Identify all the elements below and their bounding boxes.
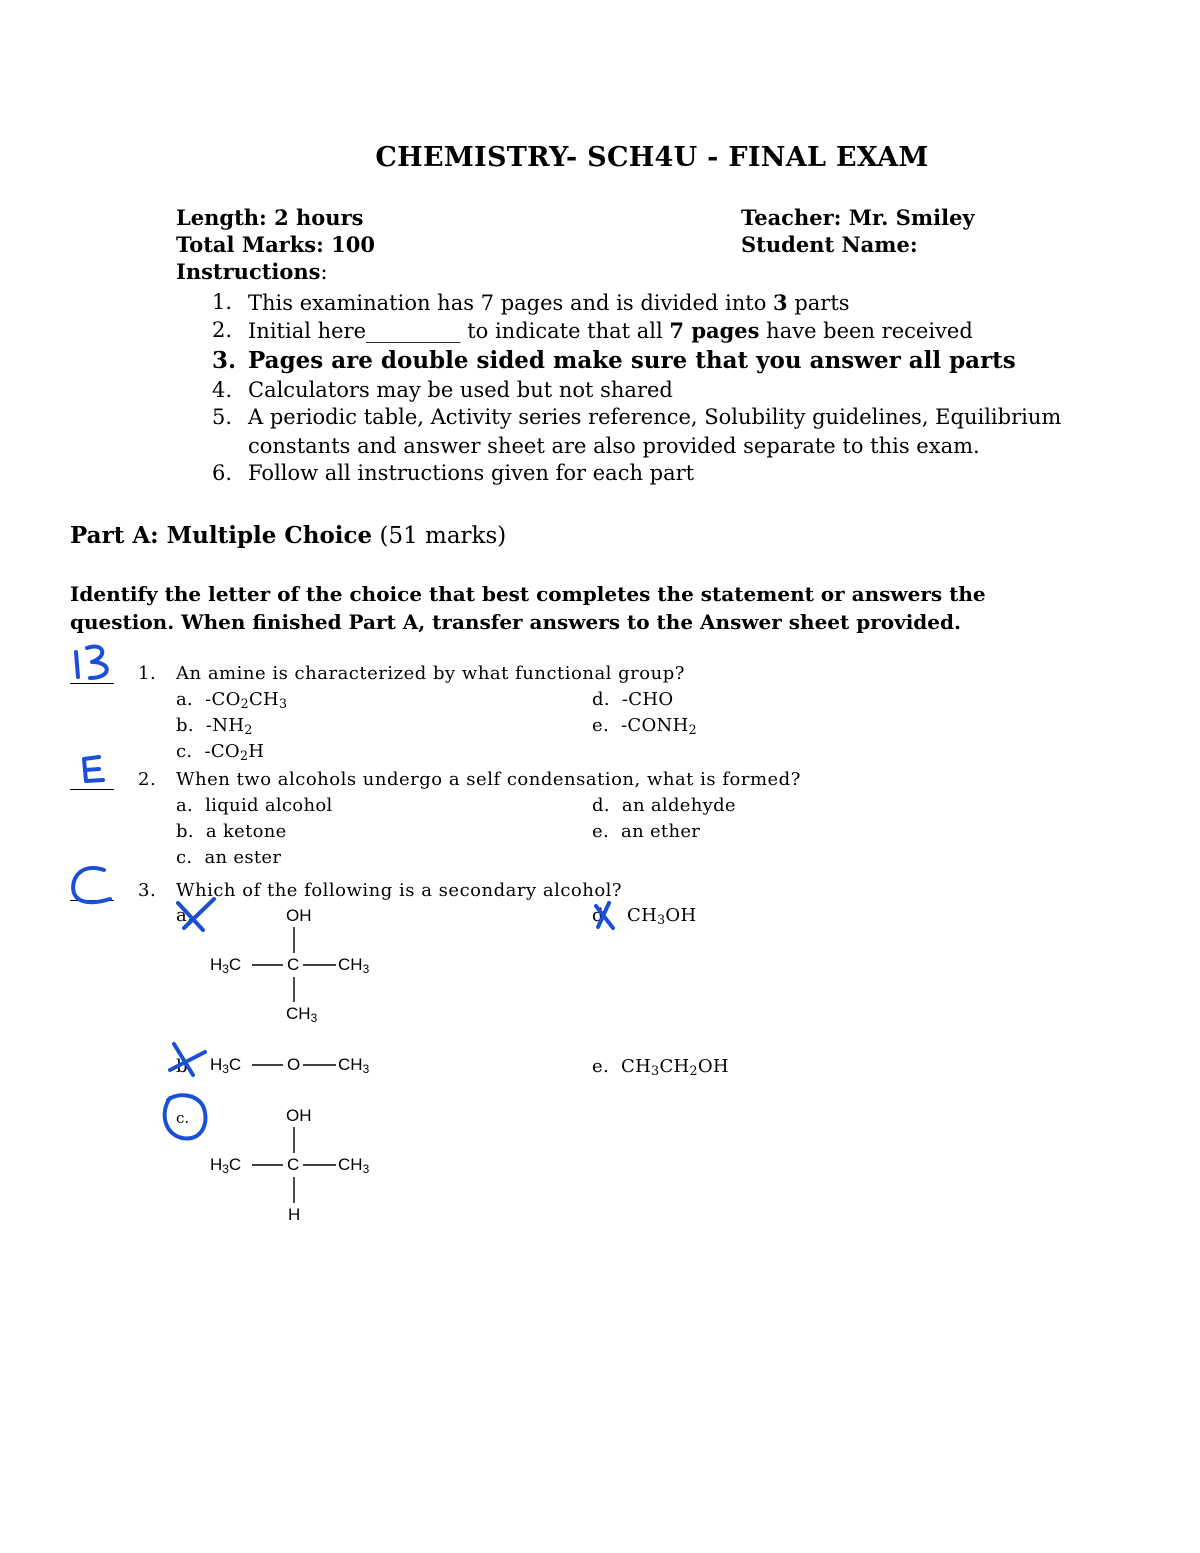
q3b-ch3-right: $CH_3$: [338, 1055, 370, 1076]
q3b-h3c: $H_3C$: [210, 1055, 242, 1076]
q3c-center-c: C: [287, 1155, 300, 1174]
q2-handwritten-e: [84, 757, 103, 781]
exam-length: Length: 2 hours: [176, 205, 364, 230]
q3-option-d-formula: $CH_3OH$: [627, 905, 697, 928]
q3c-oh: OH: [286, 1106, 312, 1125]
q3a-ch3-right: $CH_3$: [338, 955, 370, 976]
instruction-1: 1. This examination has 7 pages and is divided into 3 parts: [212, 290, 850, 315]
q2-option-b[interactable]: b. a ketone: [176, 821, 287, 842]
q3-option-d-letter[interactable]: d.: [592, 905, 610, 926]
exam-teacher: Teacher: Mr. Smiley: [741, 205, 975, 230]
instruction-3: 3. Pages are double sided make sure that you answer all parts: [212, 347, 1016, 374]
q3a-ch3-bottom: $CH_3$: [286, 1004, 318, 1025]
q2-option-d[interactable]: d. an aldehyde: [592, 795, 736, 816]
q3c-ch3-right: $CH_3$: [338, 1155, 370, 1176]
q3a-cross-mark: [178, 899, 214, 930]
q3-option-a-letter[interactable]: a.: [176, 905, 194, 926]
q3-option-c-letter[interactable]: c.: [176, 1109, 190, 1127]
q3b-oxygen: O: [287, 1055, 301, 1074]
q3c-h3c: $H_3C$: [210, 1155, 242, 1176]
q3-option-e[interactable]: e. $CH_3CH_2OH$: [592, 1056, 729, 1079]
part-a-instruction-line-1: Identify the letter of the choice that best completes the statement or answers the: [70, 582, 986, 606]
q1-option-b[interactable]: b. $-NH_2$: [176, 715, 253, 738]
student-name-label: Student Name:: [741, 232, 918, 257]
q2-number: 2.: [138, 769, 157, 790]
q1-number: 1.: [138, 663, 157, 684]
exam-total-marks: Total Marks: 100: [176, 232, 376, 257]
q3d-cross-mark: [596, 903, 613, 928]
instruction-6: 6. Follow all instructions given for each part: [212, 461, 695, 485]
q1-option-d[interactable]: d. -CHO: [592, 689, 674, 710]
q2-question: When two alcohols undergo a self condensation, what is formed?: [176, 769, 801, 790]
q1-handwritten-b: [76, 646, 107, 678]
q3a-center-c: C: [287, 955, 300, 974]
q3-question: Which of the following is a secondary alcohol?: [176, 880, 623, 901]
part-a-instruction-line-2: question. When finished Part A, transfer answers to the Answer sheet provided.: [70, 610, 961, 634]
q2-option-a[interactable]: a. liquid alcohol: [176, 795, 333, 816]
q1-option-a[interactable]: a. $-CO_2CH_3$: [176, 689, 288, 712]
q3-handwritten-c: [73, 868, 110, 902]
q3-number: 3.: [138, 880, 157, 901]
instruction-5: 5. A periodic table, Activity series reference, Solubility guidelines, Equilibrium constants and answer sheet are also provided separate to this exam.: [212, 405, 1062, 458]
q3c-circle-mark: [165, 1095, 206, 1138]
q2-option-e[interactable]: e. an ether: [592, 821, 701, 842]
exam-title: CHEMISTRY- SCH4U - FINAL EXAM: [375, 142, 929, 173]
q3a-oh: OH: [286, 906, 312, 925]
q1-question: An amine is characterized by what functional group?: [176, 663, 685, 684]
q1-option-e[interactable]: e. $-CONH_2$: [592, 715, 697, 738]
q3a-h3c: $H_3C$: [210, 955, 242, 976]
instruction-4: 4. Calculators may be used but not shared: [212, 378, 673, 402]
q3b-cross-mark: [170, 1044, 205, 1075]
instructions-heading: Instructions:: [176, 259, 328, 284]
q3-option-b-letter[interactable]: b.: [176, 1056, 194, 1077]
instruction-2: 2. Initial here_________ to indicate that all 7 pages have been received: [212, 318, 973, 343]
q1-option-c[interactable]: c. $-CO_2H$: [176, 741, 265, 764]
part-a-heading: Part A: Multiple Choice (51 marks): [70, 522, 507, 549]
q2-option-c[interactable]: c. an ester: [176, 847, 282, 868]
q3c-h-bottom: H: [288, 1205, 301, 1224]
